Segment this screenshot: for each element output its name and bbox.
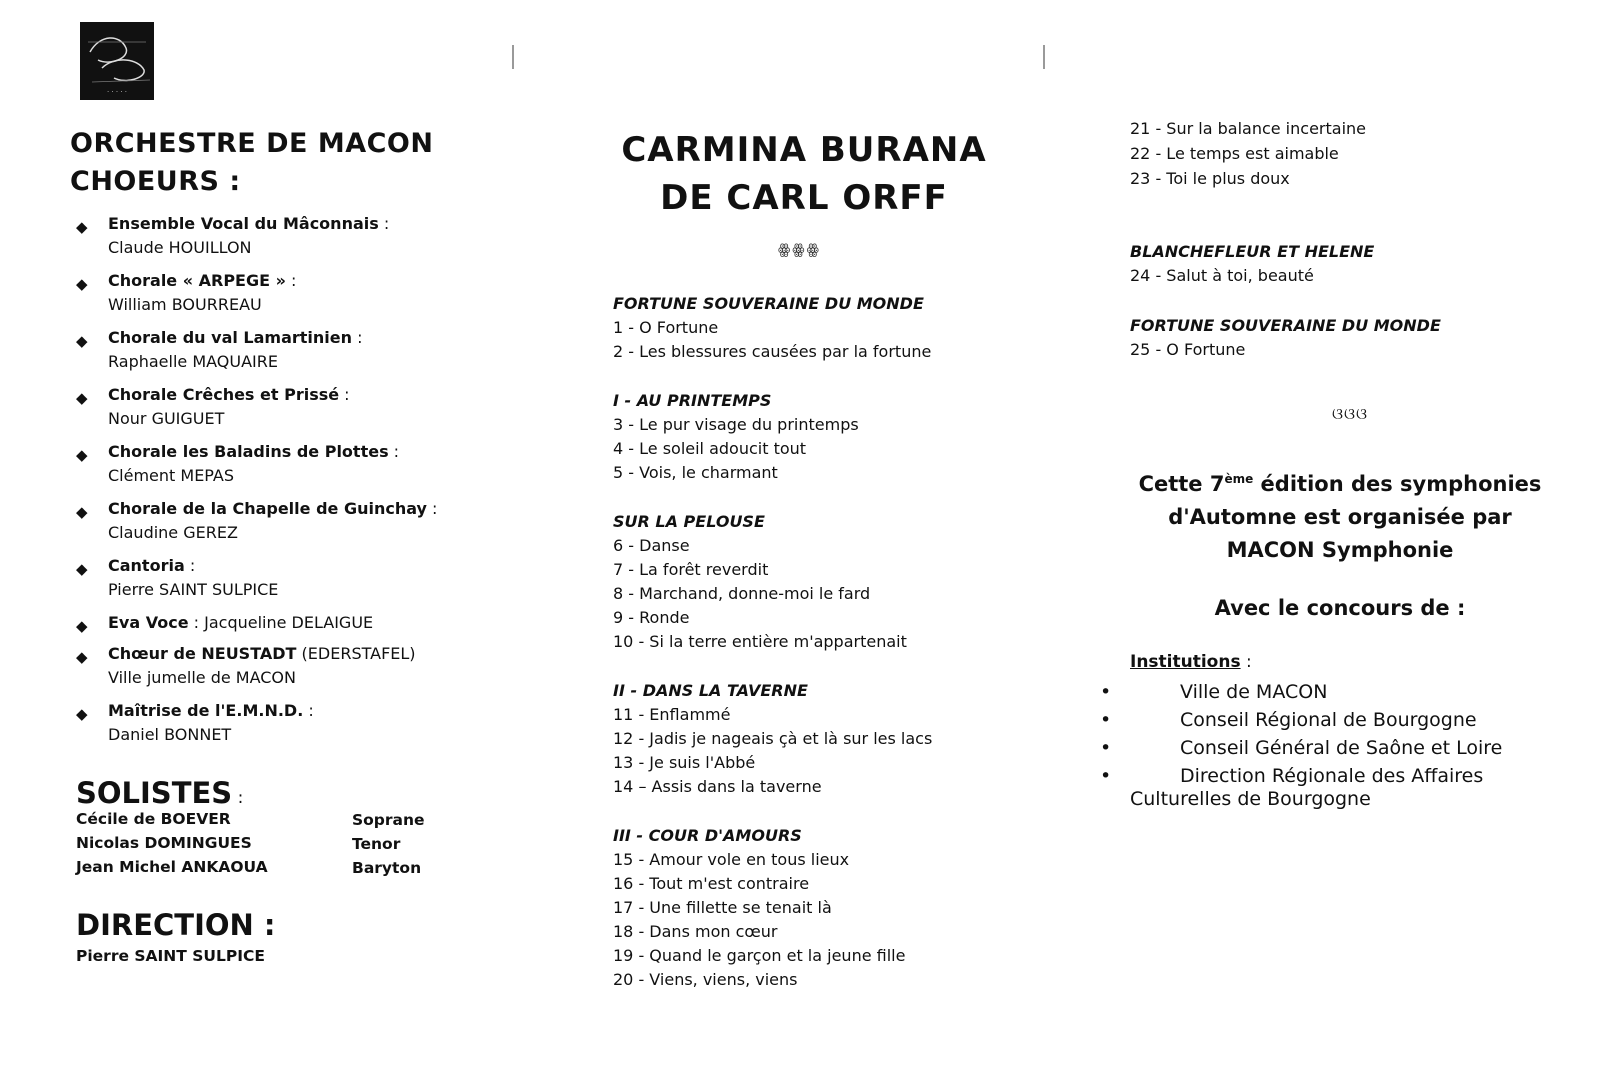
choir-director: Nour GUIGUET <box>108 409 225 428</box>
diamond-bullet-icon: ◆ <box>76 560 88 578</box>
soloist-voice: Baryton <box>352 859 422 877</box>
program-item: 23 - Toi le plus doux <box>1130 169 1290 188</box>
program-item: 8 - Marchand, donne-moi le fard <box>613 584 871 603</box>
soloist-voice: Tenor <box>352 835 401 853</box>
title-line: CARMINA BURANA <box>621 130 987 170</box>
choir-name: Chorale du val Lamartinien <box>108 328 353 347</box>
institution-item: • Conseil Régional de Bourgogne <box>1100 706 1620 734</box>
program-item: 5 - Vois, le charmant <box>613 463 778 482</box>
soloist-row <box>76 834 436 858</box>
program-section <box>613 510 1033 654</box>
diamond-bullet-icon: ◆ <box>76 446 88 464</box>
continued-program <box>1130 116 1366 191</box>
program-item: 9 - Ronde <box>613 608 690 627</box>
choir-director: William BOURREAU <box>108 295 262 314</box>
program-item: 24 - Salut à toi, beauté <box>1130 266 1314 285</box>
ensemble-logo-icon <box>80 22 154 100</box>
diamond-bullet-icon: ◆ <box>76 389 88 407</box>
institution-item: • Direction Régionale des Affaires <box>1100 762 1620 790</box>
section-title: SUR LA PELOUSE <box>613 512 765 531</box>
choir-name: Eva Voce <box>108 613 189 632</box>
choir-name: Chorale les Baladins de Plottes <box>108 442 389 461</box>
choir-item <box>70 554 510 611</box>
direction-title: DIRECTION : <box>76 908 276 942</box>
program-item: 25 - O Fortune <box>1130 340 1246 359</box>
section-title: I - AU PRINTEMPS <box>613 391 772 410</box>
choir-item <box>70 611 510 642</box>
soloist-list <box>76 810 436 882</box>
program-item: 19 - Quand le garçon et la jeune fille <box>613 946 906 965</box>
program-sections <box>613 292 1033 1017</box>
program-item: 1 - O Fortune <box>613 318 719 337</box>
choir-director: Pierre SAINT SULPICE <box>108 580 279 599</box>
program-item: 21 - Sur la balance incertaine <box>1130 119 1366 138</box>
choir-name: Ensemble Vocal du Mâconnais <box>108 214 379 233</box>
choir-list <box>70 212 510 756</box>
choir-item <box>70 642 510 699</box>
choir-name: Maîtrise de l'E.M.N.D. <box>108 701 304 720</box>
orchestra-title: ORCHESTRE DE MACON <box>70 128 434 159</box>
choir-colon: : <box>426 499 438 518</box>
choir-item <box>70 212 510 269</box>
bullet-icon: • <box>1100 709 1112 731</box>
section-title: FORTUNE SOUVERAINE DU MONDE <box>613 294 924 313</box>
soloist-voice: Soprane <box>352 811 425 829</box>
soloist-row <box>76 810 436 834</box>
direction-name: Pierre SAINT SULPICE <box>76 947 265 965</box>
institution-item: • Conseil Général de Saône et Loire <box>1100 734 1620 762</box>
ornament-divider: ଓଓଓ <box>1332 404 1369 423</box>
choir-item <box>70 383 510 440</box>
soloist-name: Cécile de BOEVER <box>76 810 231 828</box>
section-title: III - COUR D'AMOURS <box>613 826 802 845</box>
choir-item <box>70 269 510 326</box>
choir-director: Clément MEPAS <box>108 466 235 485</box>
choir-director-inline: : Jacqueline DELAIGUE <box>188 613 374 632</box>
soloist-name: Nicolas DOMINGUES <box>76 834 252 852</box>
bullet-icon: • <box>1100 737 1112 759</box>
institution-list <box>1100 678 1620 790</box>
institutions-label: Institutions : <box>1130 652 1252 672</box>
program-item: 15 - Amour vole en tous lieux <box>613 850 850 869</box>
choir-name: Cantoria <box>108 556 185 575</box>
title-line: DE CARL ORFF <box>660 178 948 218</box>
program-item: 10 - Si la terre entière m'appartenait <box>613 632 907 651</box>
diamond-bullet-icon: ◆ <box>76 503 88 521</box>
choir-name: Chœur de NEUSTADT <box>108 644 297 663</box>
choir-item <box>70 497 510 554</box>
institution-item-continuation: Culturelles de Bourgogne <box>1130 788 1371 810</box>
choir-name: Chorale « ARPEGE » <box>108 271 286 290</box>
choir-name: Chorale Crêches et Prissé <box>108 385 340 404</box>
choir-colon: : <box>352 328 363 347</box>
svg-text:· · · · ·: · · · · · <box>106 88 128 96</box>
section-title: FORTUNE SOUVERAINE DU MONDE <box>1130 316 1441 335</box>
ornament-divider: ꙮꙮꙮ <box>778 242 821 258</box>
program-item: 16 - Tout m'est contraire <box>613 874 810 893</box>
choir-item <box>70 699 510 756</box>
choir-director: Claude HOUILLON <box>108 238 252 257</box>
choir-colon: : <box>184 556 196 575</box>
choir-colon: : <box>388 442 400 461</box>
program-item: 13 - Je suis l'Abbé <box>613 753 756 772</box>
institution-item: • Ville de MACON <box>1100 678 1620 706</box>
soloist-name: Jean Michel ANKAOUA <box>76 858 268 876</box>
program-item: 11 - Enflammé <box>613 705 731 724</box>
page-title <box>610 126 998 222</box>
diamond-bullet-icon: ◆ <box>76 218 88 236</box>
diamond-bullet-icon: ◆ <box>76 705 88 723</box>
soloist-row <box>76 858 436 882</box>
program-section <box>613 824 1033 992</box>
choir-colon: : <box>285 271 297 290</box>
program-item: 18 - Dans mon cœur <box>613 922 778 941</box>
choir-name: Chorale de la Chapelle de Guinchay <box>108 499 427 518</box>
fold-mark <box>512 45 514 69</box>
choir-colon: : <box>339 385 350 404</box>
program-item: 20 - Viens, viens, viens <box>613 970 798 989</box>
program-item: 7 - La forêt reverdit <box>613 560 769 579</box>
fold-mark <box>1043 45 1045 69</box>
program-item: 6 - Danse <box>613 536 690 555</box>
edition-statement: Cette 7ème édition des symphonies d'Automne est organisée par MACON Symphonie <box>1138 472 1542 562</box>
program-item: 22 - Le temps est aimable <box>1130 144 1339 163</box>
diamond-bullet-icon: ◆ <box>76 648 88 666</box>
program-section <box>613 679 1033 799</box>
choir-director: Daniel BONNET <box>108 725 232 744</box>
program-item: 3 - Le pur visage du printemps <box>613 415 859 434</box>
sponsors-heading: Avec le concours de : <box>1214 596 1466 620</box>
program-item: 2 - Les blessures causées par la fortune <box>613 342 932 361</box>
choir-director: Claudine GEREZ <box>108 523 238 542</box>
diamond-bullet-icon: ◆ <box>76 332 88 350</box>
program-item: 4 - Le soleil adoucit tout <box>613 439 807 458</box>
choir-colon: : <box>378 214 390 233</box>
program-section <box>613 292 1033 364</box>
soloists-title: SOLISTES : <box>76 776 244 810</box>
section-title: II - DANS LA TAVERNE <box>613 681 808 700</box>
choir-director: Ville jumelle de MACON <box>108 668 296 687</box>
choir-director: Raphaelle MAQUAIRE <box>108 352 278 371</box>
choir-colon: : <box>303 701 314 720</box>
choir-item <box>70 440 510 497</box>
program-item: 17 - Une fillette se tenait là <box>613 898 832 917</box>
program-item: 12 - Jadis je nageais çà et là sur les lacs <box>613 729 933 748</box>
choir-item <box>70 326 510 383</box>
diamond-bullet-icon: ◆ <box>76 617 88 635</box>
section-title: BLANCHEFLEUR ET HELENE <box>1130 242 1375 261</box>
bullet-icon: • <box>1100 765 1112 787</box>
bullet-icon: • <box>1100 681 1112 703</box>
diamond-bullet-icon: ◆ <box>76 275 88 293</box>
program-section <box>613 389 1033 485</box>
choirs-title: CHOEURS : <box>70 166 241 197</box>
program-item: 14 – Assis dans la taverne <box>613 777 822 796</box>
choir-subname: (EDERSTAFEL) <box>296 644 416 663</box>
